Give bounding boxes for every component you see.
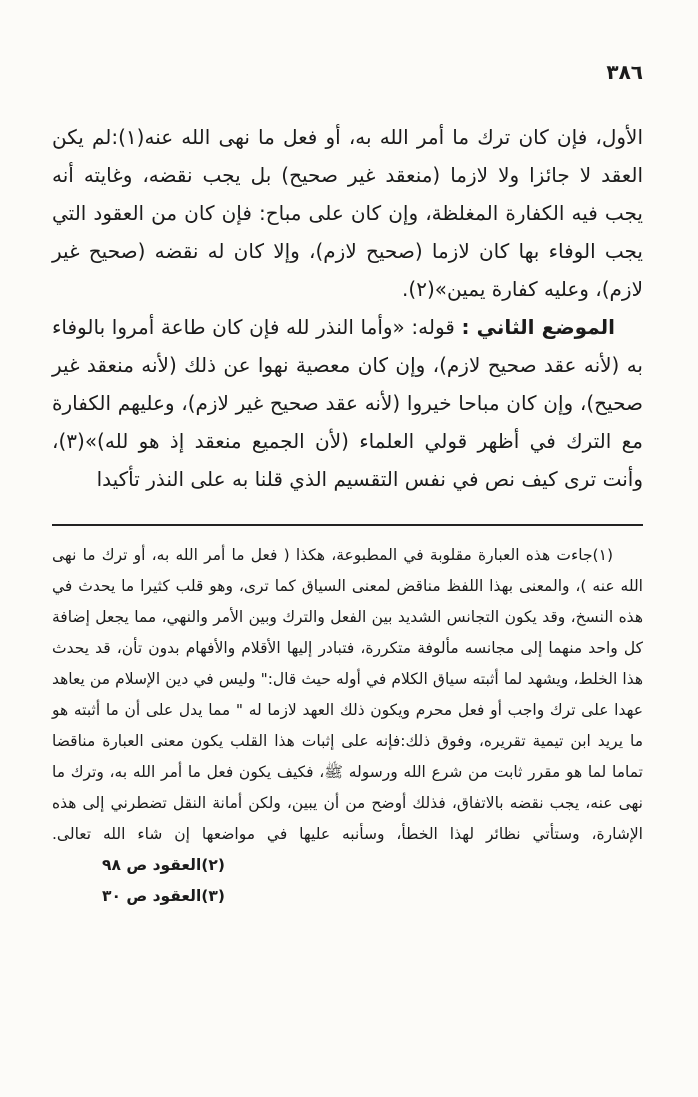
paragraph-2-lead: الموضع الثاني : [461,315,615,339]
body-text [52,118,643,498]
page-number: ٣٨٦ [606,60,643,84]
paragraph-1: الأول، فإن كان ترك ما أمر الله به، أو فعل ما نهى الله عنه(١):لم يكن العقد لا جائزا ولا لازما (منعقد غير صحيح) بل يجب نقضه، وغايته أنه يجب فيه الكفارة المغلظة، وإن كان على مباح: فإن كان من العقود التي يجب الوفاء بها كان لازما (صحيح لازم)، وإلا كان له نقضه (صحيح غير لازم)، وعليه كفارة يمين»(٢). [52,125,643,301]
footnote-2: (٢)العقود ص ٩٨ [102,856,225,874]
paragraph-2 [52,308,643,498]
footnote-1: (١)جاءت هذه العبارة مقلوبة في المطبوعة، هكذا ( فعل ما أمر الله به، أو ترك ما نهى الله عنه )، والمعنى بهذا اللفظ مناقض لمعنى السياق كما ترى، وهو قلب كثيرا ما يحدث في هذه النسخ، وقد يكون التجانس الشديد بين الفعل والترك وبين الأمر والنهي، مما يجعل إضافة كل واحد منهما إلى مجانسه مألوفة متكررة، فتبادر إليها الأقلام والأفهام بدون تأن، قد يحدث هذا الخلط، ويشهد لما أثبته سياق الكلام في أوله حيث قال:" وليس في دين الإسلام من يعاهد عهدا على ترك واجب أو فعل محرم ويكون ذلك العهد لازما له " مما يدل على أن ما أثبته هو ما يريد ابن تيمية تقريره، وفوق ذلك:فإنه على إثبات هذا القلب يكون معنى العبارة مناقضا تماما لما هو مقرر ثابت من شرع الله ورسوله ﷺ، فكيف يكون فعل ما أمر الله به، وترك ما نهى عنه، يجب نقضه بالاتفاق، فذلك أوضح من أن يبين، ولكن أمانة النقل تضطرني إلى هذه الإشارة، وستأتي نظائر لهذا الخطأ، وسأنبه عليها في مواضعها إن شاء الله تعالى. [52,546,643,843]
footnote-3: (٣)العقود ص ٣٠ [102,887,225,905]
paragraph-2-rest: قوله: «وأما النذر لله فإن كان طاعة أمروا بالوفاء به (لأنه عقد صحيح لازم)، وإن كان معصية نهوا عن ذلك (لأنه منعقد غير صحيح)، وإن كان مباحا خيروا (لأنه عقد صحيح غير لازم)، وعليهم الكفارة مع الترك في أظهر قولي العلماء (لأن الجميع منعقد إذ هو لله)»(٣)، وأنت ترى كيف نص في نفس التقسيم الذي قلنا به على النذر تأكيدا [52,315,643,491]
footnote-separator [52,524,643,526]
footnotes-section [52,540,643,912]
